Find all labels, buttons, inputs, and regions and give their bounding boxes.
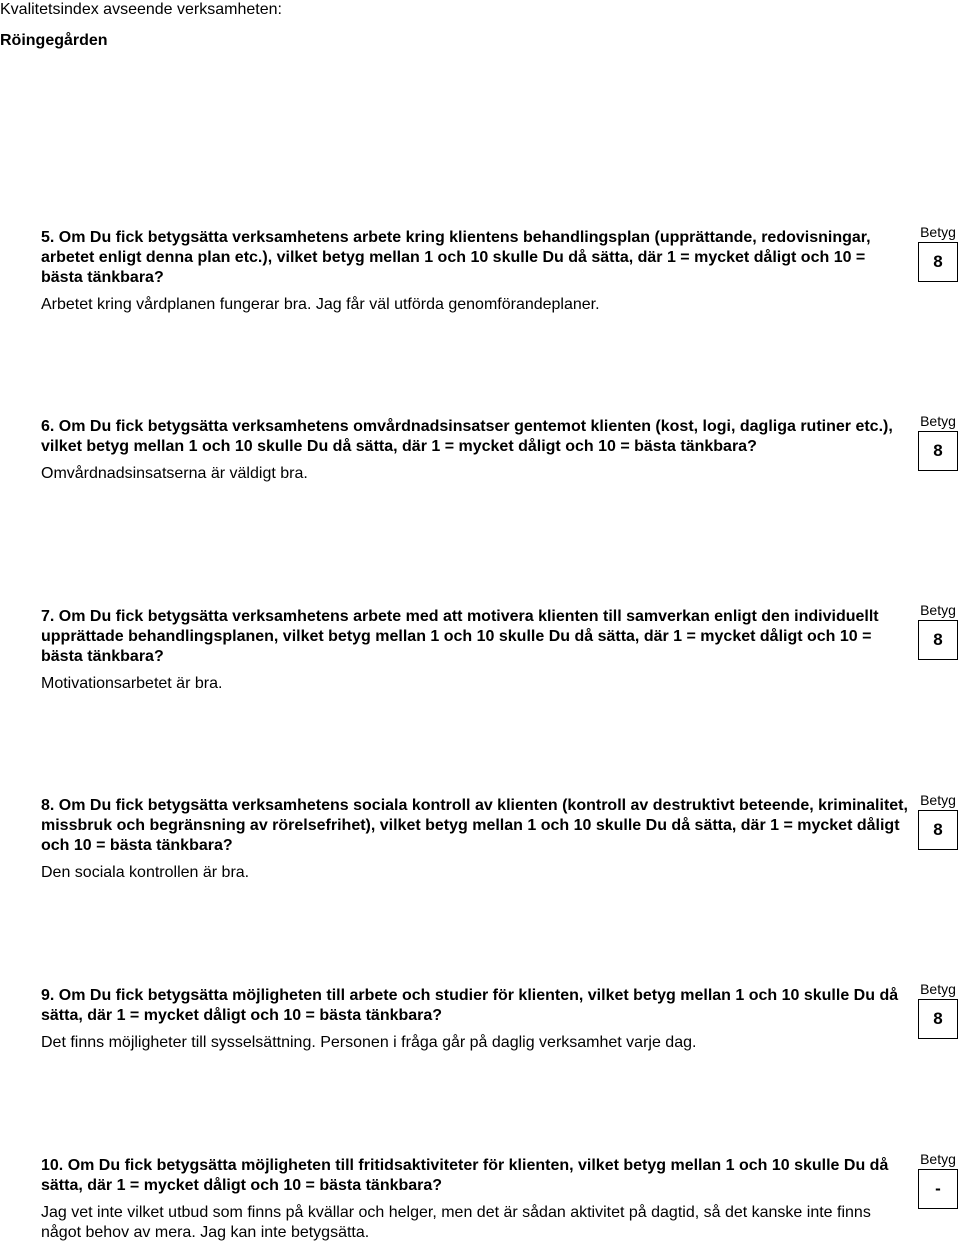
question-text: 6. Om Du fick betygsätta verksamhetens omvårdnadsinsatser gentemot klienten (kost, logi, dagliga rutiner etc.), vilket betyg mellan 1 och 10 skulle Du då sätta, där 1 = mycket dåligt och 10 = bästa tänkbara? bbox=[41, 418, 893, 455]
grade-label: Betyg bbox=[920, 224, 956, 240]
question-8 bbox=[41, 796, 911, 883]
grade-value: 8 bbox=[918, 620, 958, 660]
grade-6 bbox=[918, 413, 958, 471]
question-text: 5. Om Du fick betygsätta verksamhetens arbete kring klientens behandlingsplan (upprättande, redovisningar, arbetet enligt denna plan etc.), vilket betyg mellan 1 och 10 skulle Du då sätta, där 1 = mycket dåligt och 10 = bästa tänkbara? bbox=[41, 229, 871, 286]
question-answer: Omvårdnadsinsatserna är väldigt bra. bbox=[41, 465, 308, 482]
question-text: 7. Om Du fick betygsätta verksamhetens arbete med att motivera klienten till samverkan enligt den individuellt upprättade behandlingsplanen, vilket betyg mellan 1 och 10 skulle Du då sätta, där 1 = mycket dåligt och 10 = bästa tänkbara? bbox=[41, 608, 879, 665]
grade-label: Betyg bbox=[920, 1151, 956, 1167]
question-9 bbox=[41, 986, 911, 1053]
question-5 bbox=[41, 228, 911, 315]
question-10 bbox=[41, 1156, 911, 1243]
grade-8 bbox=[918, 792, 958, 850]
question-answer: Motivationsarbetet är bra. bbox=[41, 675, 223, 692]
grade-7 bbox=[918, 602, 958, 660]
grade-value: - bbox=[918, 1169, 958, 1209]
grade-10 bbox=[918, 1151, 958, 1209]
page-title: Kvalitetsindex avseende verksamheten: bbox=[0, 1, 282, 18]
question-6 bbox=[41, 417, 911, 484]
grade-value: 8 bbox=[918, 999, 958, 1039]
question-text: 10. Om Du fick betygsätta möjligheten till fritidsaktiviteter för klienten, vilket betyg mellan 1 och 10 skulle Du då sätta, där 1 = mycket dåligt och 10 = bästa tänkbara? bbox=[41, 1157, 889, 1194]
grade-label: Betyg bbox=[920, 413, 956, 429]
question-7 bbox=[41, 607, 911, 694]
grade-label: Betyg bbox=[920, 792, 956, 808]
question-text: 8. Om Du fick betygsätta verksamhetens sociala kontroll av klienten (kontroll av destruktivt beteende, kriminalitet, missbruk och begränsning av rörelsefrihet), vilket betyg mellan 1 och 10 skulle Du då sätta, där 1 = mycket dåligt och 10 = bästa tänkbara? bbox=[41, 797, 908, 854]
question-text: 9. Om Du fick betygsätta möjligheten till arbete och studier för klienten, vilket betyg mellan 1 och 10 skulle Du då sätta, där 1 = mycket dåligt och 10 = bästa tänkbara? bbox=[41, 987, 899, 1024]
question-answer: Jag vet inte vilket utbud som finns på kvällar och helger, men det är sådan aktivitet på dagtid, så det kanske inte finns något behov av mera. Jag kan inte betygsätta. bbox=[41, 1204, 871, 1241]
question-answer: Arbetet kring vårdplanen fungerar bra. Jag får väl utförda genomförandeplaner. bbox=[41, 296, 600, 313]
grade-5 bbox=[918, 224, 958, 282]
question-answer: Den sociala kontrollen är bra. bbox=[41, 864, 250, 881]
grade-value: 8 bbox=[918, 242, 958, 282]
unit-name: Röingegården bbox=[0, 32, 108, 49]
grade-9 bbox=[918, 981, 958, 1039]
grade-label: Betyg bbox=[920, 602, 956, 618]
grade-value: 8 bbox=[918, 431, 958, 471]
grade-label: Betyg bbox=[920, 981, 956, 997]
question-answer: Det finns möjligheter till sysselsättning. Personen i fråga går på daglig verksamhet varje dag. bbox=[41, 1034, 697, 1051]
grade-value: 8 bbox=[918, 810, 958, 850]
